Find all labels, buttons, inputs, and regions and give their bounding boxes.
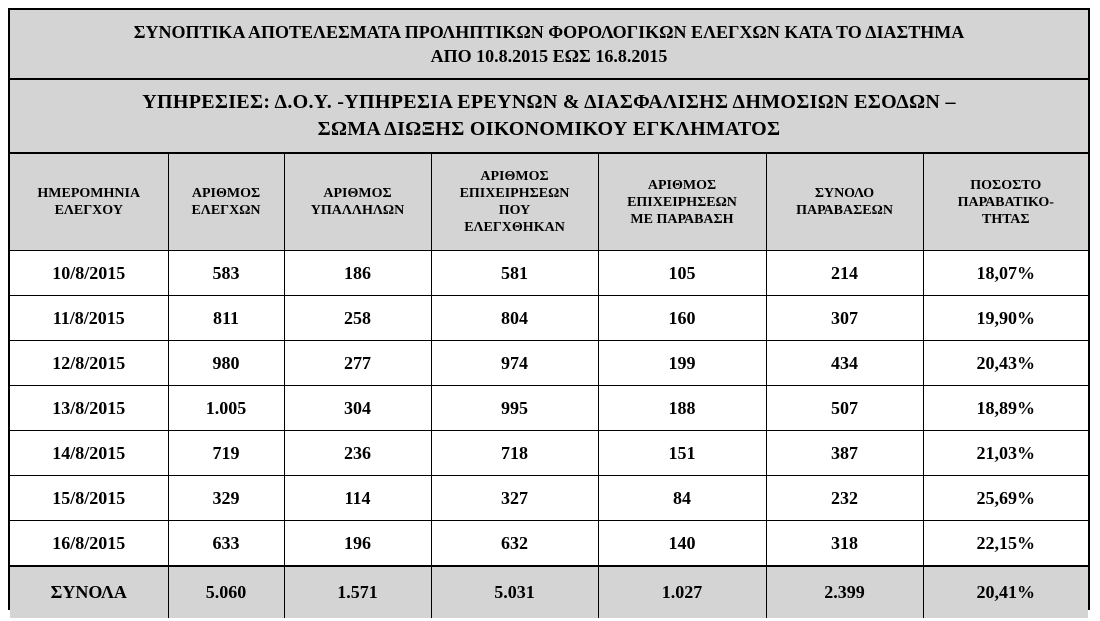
cell-inspections: 633 (168, 521, 284, 567)
table-row (10, 476, 1088, 521)
cell-businesses-with-violation: 199 (598, 341, 766, 386)
header-row (10, 154, 1088, 251)
cell-employees: 114 (284, 476, 431, 521)
services-heading (10, 80, 1088, 154)
table-row (10, 386, 1088, 431)
cell-employees: 236 (284, 431, 431, 476)
header-employees: ΑΡΙΘΜΟΣ ΥΠΑΛΛΗΛΩΝ (284, 154, 431, 251)
cell-businesses-inspected: 974 (431, 341, 598, 386)
cell-employees: 258 (284, 296, 431, 341)
cell-violation-rate: 19,90% (923, 296, 1088, 341)
cell-violation-rate: 18,89% (923, 386, 1088, 431)
header-total-violations: ΣΥΝΟΛΟ ΠΑΡΑΒΑΣΕΩΝ (766, 154, 923, 251)
cell-violation-rate: 22,15% (923, 521, 1088, 567)
table-row (10, 431, 1088, 476)
cell-businesses-inspected: 581 (431, 251, 598, 296)
cell-businesses-inspected: 327 (431, 476, 598, 521)
cell-businesses-with-violation: 188 (598, 386, 766, 431)
cell-total-violations: 214 (766, 251, 923, 296)
cell-employees: 304 (284, 386, 431, 431)
cell-date: 14/8/2015 (10, 431, 168, 476)
report-table-frame (8, 8, 1090, 610)
header-inspections: ΑΡΙΘΜΟΣ ΕΛΕΓΧΩΝ (168, 154, 284, 251)
cell-employees: 186 (284, 251, 431, 296)
cell-inspections: 329 (168, 476, 284, 521)
cell-total-violations: 434 (766, 341, 923, 386)
cell-violation-rate: 25,69% (923, 476, 1088, 521)
totals-label: ΣΥΝΟΛΑ (10, 566, 168, 618)
totals-row (10, 566, 1088, 618)
cell-date: 13/8/2015 (10, 386, 168, 431)
cell-total-violations: 307 (766, 296, 923, 341)
total-businesses-inspected: 5.031 (431, 566, 598, 618)
cell-date: 10/8/2015 (10, 251, 168, 296)
table-row (10, 251, 1088, 296)
cell-inspections: 1.005 (168, 386, 284, 431)
cell-total-violations: 232 (766, 476, 923, 521)
header-violation-rate: ΠΟΣΟΣΤΟ ΠΑΡΑΒΑΤΙΚΟ- ΤΗΤΑΣ (923, 154, 1088, 251)
services-line-2: ΣΩΜΑ ΔΙΩΞΗΣ ΟΙΚΟΝΟΜΙΚΟΥ ΕΓΚΛΗΜΑΤΟΣ (317, 118, 781, 140)
cell-date: 12/8/2015 (10, 341, 168, 386)
header-businesses-inspected: ΑΡΙΘΜΟΣ ΕΠΙΧΕΙΡΗΣΕΩΝ ΠΟΥ ΕΛΕΓΧΘΗΚΑΝ (431, 154, 598, 251)
cell-businesses-with-violation: 105 (598, 251, 766, 296)
cell-total-violations: 387 (766, 431, 923, 476)
cell-date: 11/8/2015 (10, 296, 168, 341)
cell-businesses-with-violation: 160 (598, 296, 766, 341)
results-table (10, 154, 1088, 618)
table-row (10, 296, 1088, 341)
cell-violation-rate: 18,07% (923, 251, 1088, 296)
cell-businesses-inspected: 632 (431, 521, 598, 567)
cell-inspections: 719 (168, 431, 284, 476)
cell-employees: 277 (284, 341, 431, 386)
cell-total-violations: 318 (766, 521, 923, 567)
cell-violation-rate: 21,03% (923, 431, 1088, 476)
cell-businesses-inspected: 718 (431, 431, 598, 476)
total-violations: 2.399 (766, 566, 923, 618)
header-businesses-with-violation: ΑΡΙΘΜΟΣ ΕΠΙΧΕΙΡΗΣΕΩΝ ΜΕ ΠΑΡΑΒΑΣΗ (598, 154, 766, 251)
total-violation-rate: 20,41% (923, 566, 1088, 618)
cell-violation-rate: 20,43% (923, 341, 1088, 386)
cell-inspections: 811 (168, 296, 284, 341)
total-businesses-with-violation: 1.027 (598, 566, 766, 618)
total-inspections: 5.060 (168, 566, 284, 618)
cell-employees: 196 (284, 521, 431, 567)
cell-total-violations: 507 (766, 386, 923, 431)
cell-inspections: 583 (168, 251, 284, 296)
cell-date: 16/8/2015 (10, 521, 168, 567)
cell-businesses-with-violation: 140 (598, 521, 766, 567)
cell-businesses-with-violation: 151 (598, 431, 766, 476)
cell-businesses-inspected: 804 (431, 296, 598, 341)
services-line-1: ΥΠΗΡΕΣΙΕΣ: Δ.Ο.Υ. -ΥΠΗΡΕΣΙΑ ΕΡΕΥΝΩΝ & ΔΙΑΣΦΑΛΙΣΗΣ ΔΗΜΟΣΙΩΝ ΕΣΟΔΩΝ – (142, 91, 956, 113)
report-title-line-2: ΑΠΟ 10.8.2015 ΕΩΣ 16.8.2015 (430, 46, 668, 66)
table-row (10, 521, 1088, 567)
header-date: ΗΜΕΡΟΜΗΝΙΑ ΕΛΕΓΧΟΥ (10, 154, 168, 251)
total-employees: 1.571 (284, 566, 431, 618)
cell-inspections: 980 (168, 341, 284, 386)
cell-date: 15/8/2015 (10, 476, 168, 521)
report-title (10, 10, 1088, 80)
report-title-line-1: ΣΥΝΟΠΤΙΚΑ ΑΠΟΤΕΛΕΣΜΑΤΑ ΠΡΟΛΗΠΤΙΚΩΝ ΦΟΡΟΛΟΓΙΚΩΝ ΕΛΕΓΧΩΝ ΚΑΤΑ ΤΟ ΔΙΑΣΤΗΜΑ (133, 22, 965, 42)
cell-businesses-inspected: 995 (431, 386, 598, 431)
cell-businesses-with-violation: 84 (598, 476, 766, 521)
table-row (10, 341, 1088, 386)
